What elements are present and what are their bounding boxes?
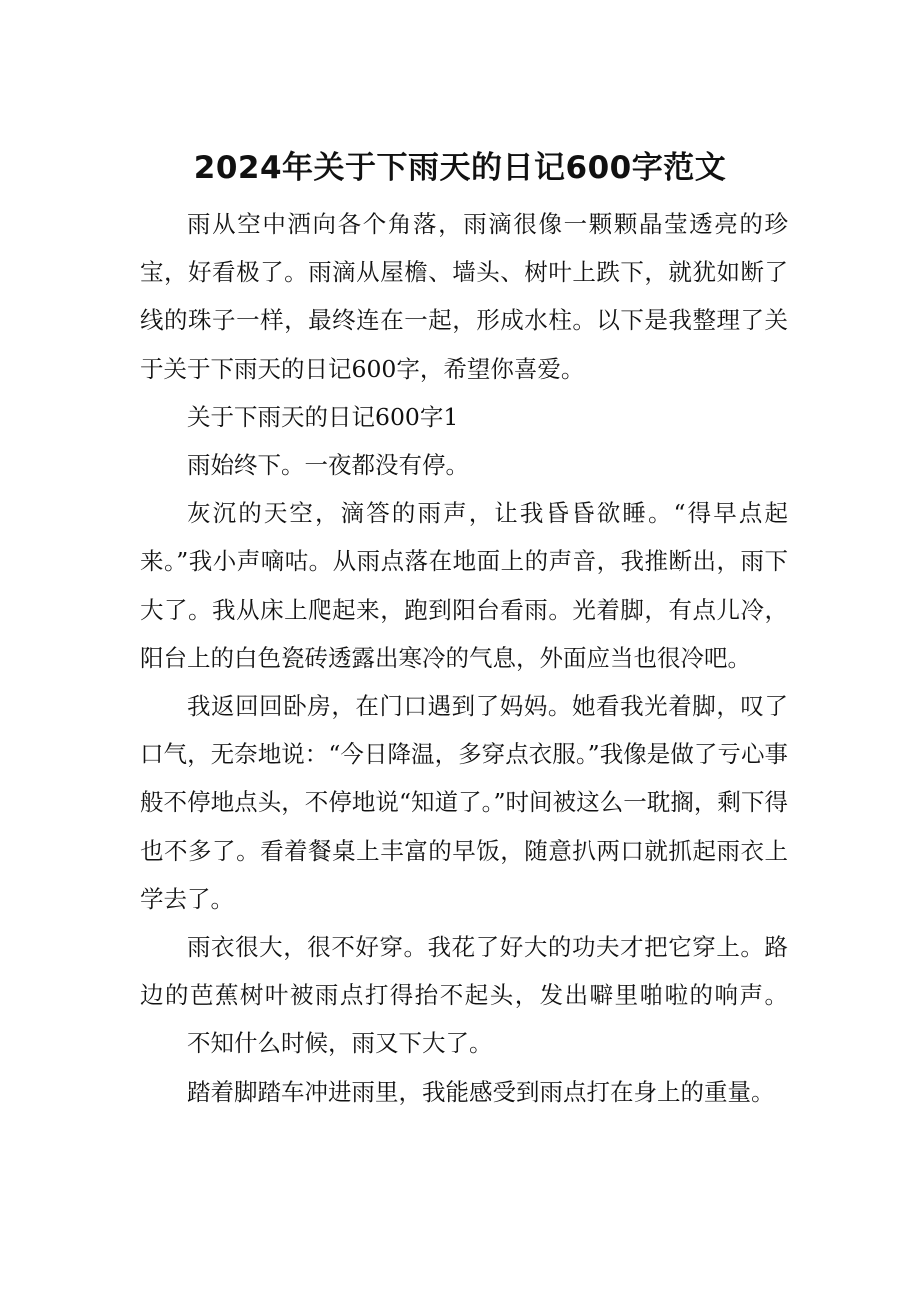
paragraph-bedroom-mom: 我返回回卧房，在门口遇到了妈妈。她看我光着脚，叹了口气，无奈地说：“今日降温，多穿点衣服。”我像是做了亏心事般不停地点头，不停地说“知道了。”时间被这么一耽搁，剩下得也不多了。看着餐桌上丰富的早饭，随意扒两口就抓起雨衣上学去了。: [140, 692, 788, 913]
paragraph-subheading: 关于下雨天的日记600字1: [187, 402, 459, 431]
paragraph-rain-heavier: 不知什么时候，雨又下大了。: [187, 1029, 493, 1058]
paragraph-grey-sky: 灰沉的天空，滴答的雨声，让我昏昏欲睡。“得早点起来。”我小声嘀咕。从雨点落在地面上的声音，我推断出，雨下大了。我从床上爬起来，跑到阳台看雨。光着脚，有点儿冷，阳台上的白色瓷砖透露出寒冷的气息，外面应当也很冷吧。: [140, 499, 788, 672]
paragraph-rain-all-night: 雨始终下。一夜都没有停。: [187, 451, 469, 480]
paragraph-bicycle: 踏着脚踏车冲进雨里，我能感受到雨点打在身上的重量。: [187, 1077, 775, 1106]
document-title: 2024年关于下雨天的日记600字范文: [193, 150, 727, 186]
document-body: [140, 200, 788, 1116]
paragraph-intro: 雨从空中洒向各个角落，雨滴很像一颗颗晶莹透亮的珍宝，好看极了。雨滴从屋檐、墙头、树叶上跌下，就犹如断了线的珠子一样，最终连在一起，形成水柱。以下是我整理了关于关于下雨天的日记600字，希望你喜爱。: [140, 210, 788, 383]
paragraph-raincoat: 雨衣很大，很不好穿。我花了好大的功夫才把它穿上。路边的芭蕉树叶被雨点打得抬不起头，发出噼里啪啦的响声。: [140, 933, 788, 1010]
